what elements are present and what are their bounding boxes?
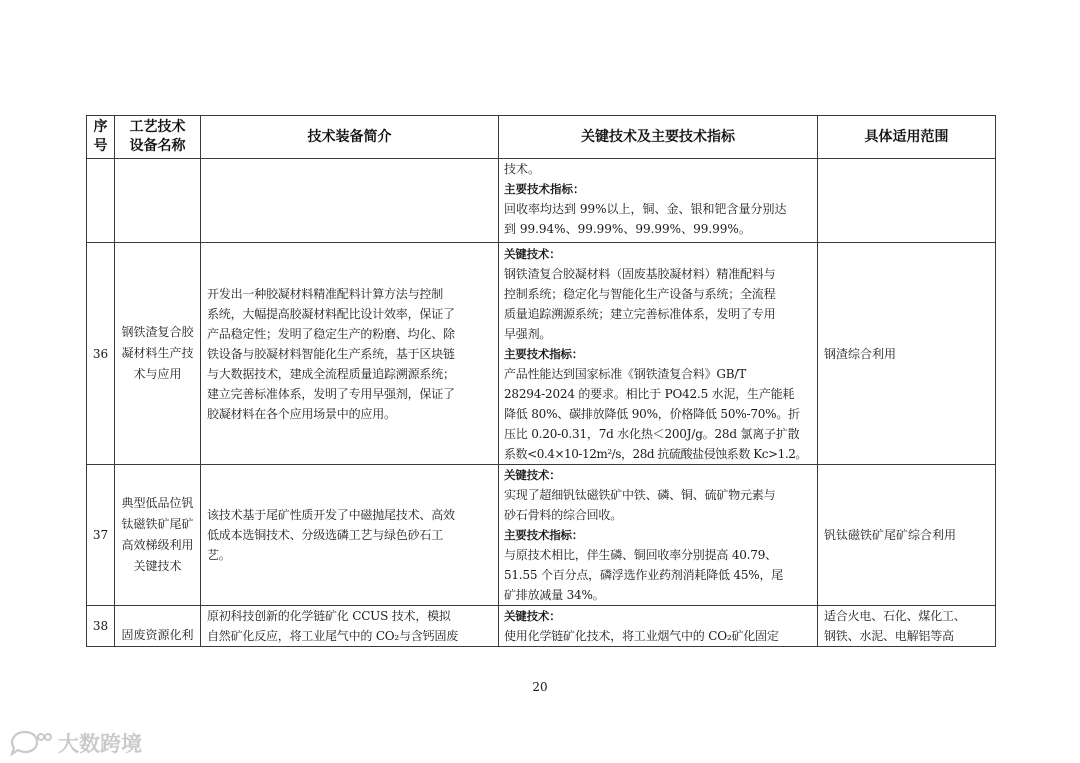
row-scope xyxy=(818,606,996,647)
row-number: 36 xyxy=(87,243,115,465)
key-heading: 关键技术： xyxy=(504,609,561,623)
key-heading: 主要技术指标： xyxy=(504,346,584,361)
key-line: 系数<0.4×10-12m²/s，28d 抗硫酸盐侵蚀系数 Kc>1.2。 xyxy=(504,446,807,461)
row-key xyxy=(499,159,818,243)
key-heading: 主要技术指标： xyxy=(504,528,584,542)
desc-line: 建立完善标准体系，发明了专用早强剂，保证了 xyxy=(207,386,455,401)
key-line: 与原技术相比，伴生磷、铜回收率分别提高 40.79、 xyxy=(504,548,777,562)
table-row xyxy=(87,159,996,243)
desc-line: 胶凝材料在各个应用场景中的应用。 xyxy=(207,406,396,421)
key-line: 控制系统；稳定化与智能化生产设备与系统；全流程 xyxy=(504,286,776,301)
table-row xyxy=(87,243,996,465)
row-scope xyxy=(818,159,996,243)
row-key xyxy=(499,465,818,606)
row-desc xyxy=(201,606,499,647)
row-desc xyxy=(201,465,499,606)
watermark xyxy=(8,728,142,758)
key-line: 28294-2024 的要求。相比于 PO42.5 水泥，生产能耗 xyxy=(504,386,795,401)
desc-line: 与大数据技术，建成全流程质量追踪溯源系统； xyxy=(207,366,455,381)
row-name: 典型低品位钒钛磁铁矿尾矿高效梯级利用关键技术 xyxy=(115,465,201,606)
desc-line: 该技术基于尾矿性质开发了中磁抛尾技术、高效 xyxy=(207,508,455,522)
desc-line: 产品稳定性；发明了稳定生产的粉磨、均化、除 xyxy=(207,326,455,341)
key-line: 早强剂。 xyxy=(504,326,552,341)
desc-line: 低成本选铜技术、分级选磷工艺与绿色砂石工 xyxy=(207,528,444,542)
key-line: 降低 80%、碳排放降低 90%，价格降低 50%-70%。折 xyxy=(504,406,800,421)
name-line: 固废资源化利 xyxy=(121,628,194,642)
desc-line: 艺。 xyxy=(207,548,231,562)
row-key xyxy=(499,243,818,465)
row-scope: 钒钛磁铁矿尾矿综合利用 xyxy=(818,465,996,606)
page-number: 20 xyxy=(532,680,548,694)
desc-line: 铁设备与胶凝材料智能化生产系统，基于区块链 xyxy=(207,346,455,361)
row-name xyxy=(115,159,201,243)
row-number xyxy=(87,159,115,243)
header-key: 关键技术及主要技术指标 xyxy=(499,116,818,159)
key-line: 质量追踪溯源系统；建立完善标准体系，发明了专用 xyxy=(504,306,776,321)
key-heading: 主要技术指标： xyxy=(504,182,585,196)
key-line: 砂石骨料的综合回收。 xyxy=(504,508,623,522)
key-line: 钢铁渣复合胶凝材料（固废基胶凝材料）精准配料与 xyxy=(504,266,776,281)
row-key xyxy=(499,606,818,647)
row-number: 37 xyxy=(87,465,115,606)
key-line: 技术。 xyxy=(504,162,541,176)
row-scope: 钢渣综合利用 xyxy=(818,243,996,465)
row-name: 钢铁渣复合胶凝材料生产技术与应用 xyxy=(115,243,201,465)
desc-line: 系统，大幅提高胶凝材料配比设计效率，保证了 xyxy=(207,306,455,321)
key-line: 到 99.94%、99.99%、99.99%、99.99%。 xyxy=(504,222,751,236)
header-name: 工艺技术设备名称 xyxy=(115,116,201,159)
desc-line: 原初科技创新的化学链矿化 CCUS 技术，模拟 xyxy=(207,609,451,623)
row-desc xyxy=(201,243,499,465)
speech-bubble-logo-icon xyxy=(8,729,52,757)
desc-line: 自然矿化反应，将工业尾气中的 CO₂与含钙固废 xyxy=(207,629,459,643)
key-line: 矿排放减量 34%。 xyxy=(504,588,605,602)
key-line: 回收率均达到 99%以上，铜、金、银和钯含量分别达 xyxy=(504,202,787,216)
scope-line: 钢铁、水泥、电解铝等高 xyxy=(824,629,954,643)
header-no: 序号 xyxy=(87,116,115,159)
key-line: 实现了超细钒钛磁铁矿中铁、磷、铜、硫矿物元素与 xyxy=(504,488,776,502)
header-desc: 技术装备简介 xyxy=(201,116,499,159)
desc-line: 开发出一种胶凝材料精准配料计算方法与控制 xyxy=(207,286,444,301)
row-desc xyxy=(201,159,499,243)
header-scope: 具体适用范围 xyxy=(818,116,996,159)
row-name xyxy=(115,606,201,647)
table-row xyxy=(87,465,996,606)
key-line: 压比 0.20-0.31，7d 水化热＜200J/g。28d 氯离子扩散 xyxy=(504,426,800,441)
key-line: 51.55 个百分点，磷浮选作业药剂消耗降低 45%，尾 xyxy=(504,568,784,582)
table-row xyxy=(87,606,996,647)
key-line: 使用化学链矿化技术，将工业烟气中的 CO₂矿化固定 xyxy=(504,629,779,643)
scope-line: 适合火电、石化、煤化工、 xyxy=(824,609,966,623)
key-heading: 关键技术： xyxy=(504,468,561,482)
key-line: 产品性能达到国家标准《钢铁渣复合料》GB/T xyxy=(504,366,747,381)
watermark-text: 大数跨境 xyxy=(58,732,142,756)
row-number: 38 xyxy=(87,606,115,647)
table-header-row xyxy=(87,116,996,159)
technology-table xyxy=(86,115,996,647)
key-heading: 关键技术： xyxy=(504,246,561,261)
